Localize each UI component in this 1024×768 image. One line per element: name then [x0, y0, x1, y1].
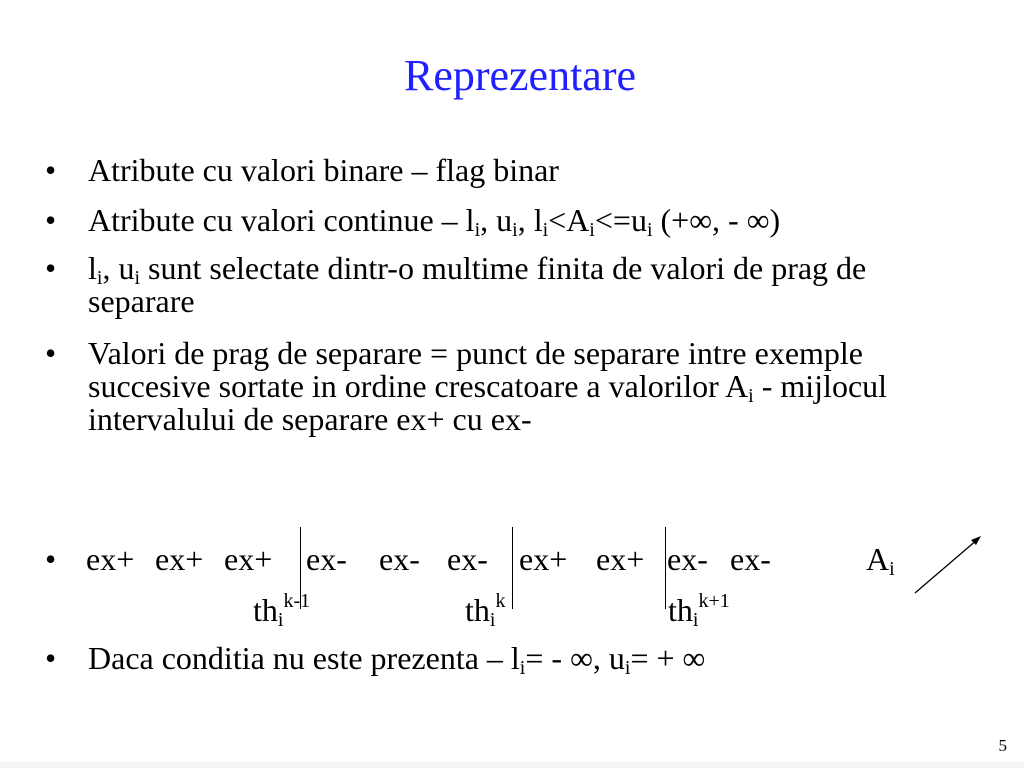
threshold-label-k-1: $th_i^{k-1}$ [253, 590, 311, 631]
subscript-i: i [624, 657, 631, 679]
bottom-edge-bar [0, 762, 1024, 768]
bullet-text-part: , u [480, 202, 513, 238]
attribute-label: $A_i$ [866, 541, 895, 580]
example-label: ex+ [86, 541, 135, 577]
bullet-selected-thresholds [88, 252, 948, 318]
bullet-text-part: = + ∞ [630, 640, 706, 676]
example-label: ex+ [519, 541, 568, 577]
subscript-i: i [96, 267, 103, 289]
example-label: ex+ [224, 541, 273, 577]
bullet-marker: • [45, 541, 57, 577]
bullet-text-part: Daca conditia nu este prezenta – l [88, 640, 520, 676]
threshold-divider [665, 527, 666, 609]
threshold-label-k: $th_i^k$ [465, 590, 506, 631]
bullet-text-part: Valori de prag de separare = punct de separare intre exemple succesive sortate in ordine crescatoare a valorilor A [88, 335, 863, 404]
bullet-binary-attributes [88, 154, 559, 187]
subscript-i: i [748, 385, 754, 407]
page-number: 5 [998, 736, 1007, 755]
bullet-text: Atribute cu valori binare – flag binar [88, 152, 559, 188]
bullet-text-part: = - ∞, u [525, 640, 625, 676]
subscript-i: i [474, 219, 481, 241]
bullet-text-part: sunt selectate dintr-o multime finita de valori de prag de separare [88, 250, 867, 319]
bullet-text-part: (+∞, - ∞) [652, 202, 781, 238]
subscript-i: i [589, 219, 595, 241]
bullet-text-part: <=u [594, 202, 647, 238]
bullet-text-part: - mijlocul intervalului de separare ex+ cu ex- [88, 368, 888, 437]
bullet-text-part: <A [548, 202, 590, 238]
example-label: ex+ [596, 541, 645, 577]
bullet-threshold-definition [88, 337, 958, 436]
example-label: ex- [447, 541, 488, 577]
subscript-i: i [542, 219, 549, 241]
subscript-i: i [134, 267, 141, 289]
example-label: ex- [379, 541, 420, 577]
bullet-text-part: l [88, 250, 97, 286]
increasing-arrow-icon [908, 530, 988, 600]
bullet-text-part: , u [102, 250, 135, 286]
subscript-i: i [519, 657, 526, 679]
bullet-text-part: Atribute cu valori continue – l [88, 202, 475, 238]
subscript-i: i [646, 219, 653, 241]
subscript-i: i [512, 219, 518, 241]
threshold-divider [512, 527, 513, 609]
example-label: ex- [306, 541, 347, 577]
example-label: ex+ [155, 541, 204, 577]
bullet-missing-condition [88, 640, 706, 679]
example-label: ex- [667, 541, 708, 577]
bullet-text-part: , l [517, 202, 543, 238]
threshold-label-k+1: $th_i^{k+1}$ [668, 590, 730, 631]
bullet-continuous-attributes [88, 202, 781, 241]
slide-title: Reprezentare [403, 51, 637, 100]
example-label: ex- [730, 541, 771, 577]
